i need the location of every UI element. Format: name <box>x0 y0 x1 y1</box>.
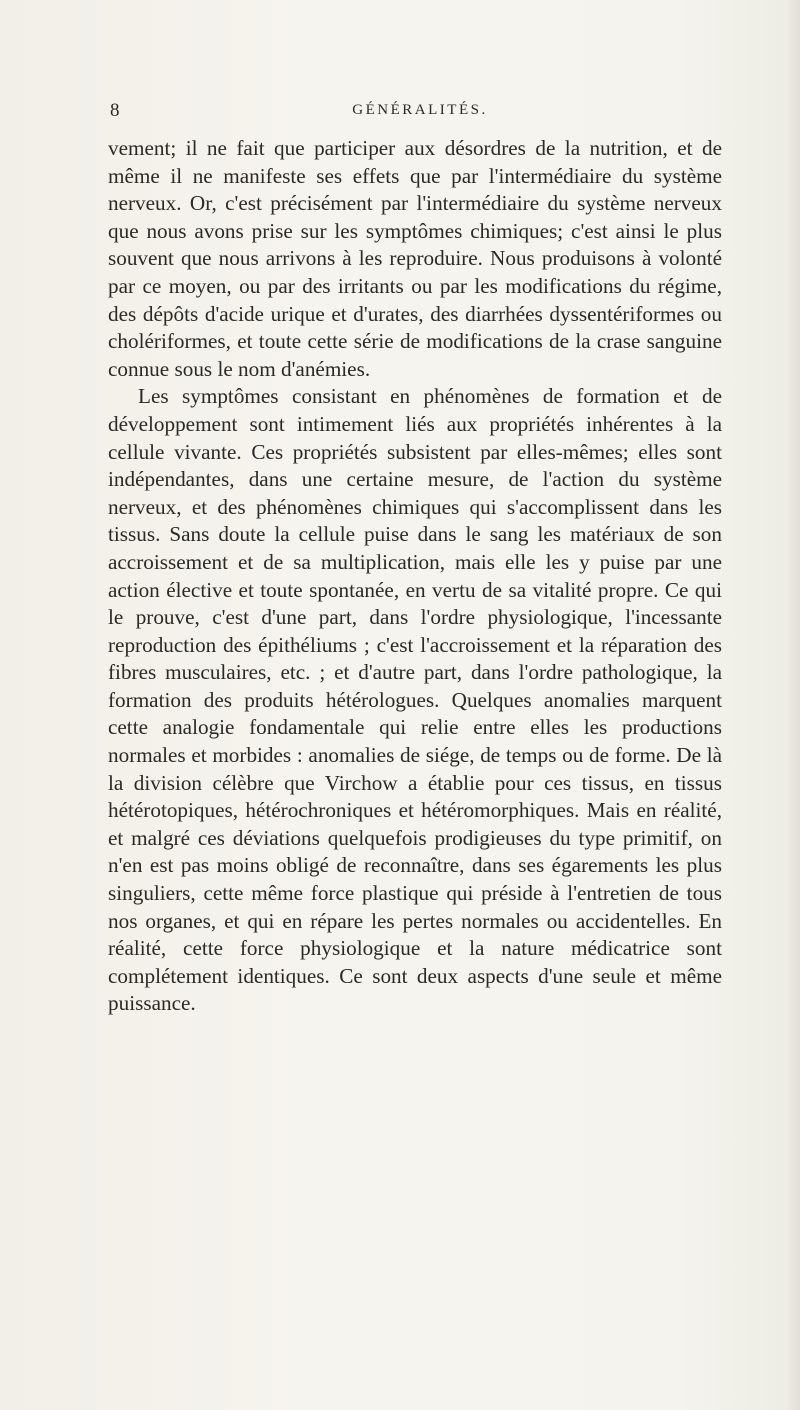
page-header <box>110 100 730 124</box>
running-title: GÉNÉRALITÉS. <box>352 102 488 118</box>
body-text <box>108 135 722 1018</box>
page-number: 8 <box>110 100 120 121</box>
paragraph-continuation: vement; il ne fait que participer aux désordres de la nutrition, et de même il ne manifeste ses effets que par l'intermédiaire du système nerveux. Or, c'est précisément par l'intermédiaire du système nerveux que nous avons prise sur les symptômes chimiques; c'est ainsi le plus souvent que nous arrivons à les reproduire. Nous produisons à volonté par ce moyen, ou par des irritants ou par les modifications du régime, des dépôts d'acide urique et d'urates, des diarrhées dyssentériformes ou cholériformes, et toute cette série de modifications de la crase sanguine connue sous le nom d'anémies. <box>108 136 722 381</box>
page-edge-shadow <box>786 0 800 1410</box>
paragraph-symptoms: Les symptômes consistant en phénomènes de formation et de développement sont intimement liés aux propriétés inhérentes à la cellule vivante. Ces propriétés subsistent par elles-mêmes; elles sont indépendantes, dans une certaine mesure, de l'action du système nerveux, et des phénomènes chimiques qui s'accomplissent dans les tissus. Sans doute la cellule puise dans le sang les matériaux de son accroissement et de sa multiplication, mais elle les y puise par une action élective et toute spontanée, en vertu de sa vitalité propre. Ce qui le prouve, c'est d'une part, dans l'ordre physiologique, l'incessante reproduction des épithéliums ; c'est l'accroissement et la réparation des fibres musculaires, etc. ; et d'autre part, dans l'ordre pathologique, la formation des produits hétérologues. Quelques anomalies marquent cette analogie fondamentale qui relie entre elles les productions normales et morbides : anomalies de siége, de temps ou de forme. De là la division célèbre que Virchow a établie pour ces tissus, en tissus hétérotopiques, hétérochroniques et hétéromorphiques. Mais en réalité, et malgré ces déviations quelquefois prodigieuses du type primitif, on n'en est pas moins obligé de reconnaître, dans ses égarements les plus singuliers, cette même force plastique qui préside à l'entretien de tous nos organes, et qui en répare les pertes normales ou accidentelles. En réalité, cette force physiologique et la nature médicatrice sont complétement identiques. Ce sont deux aspects d'une seule et même puissance. <box>108 384 722 1016</box>
